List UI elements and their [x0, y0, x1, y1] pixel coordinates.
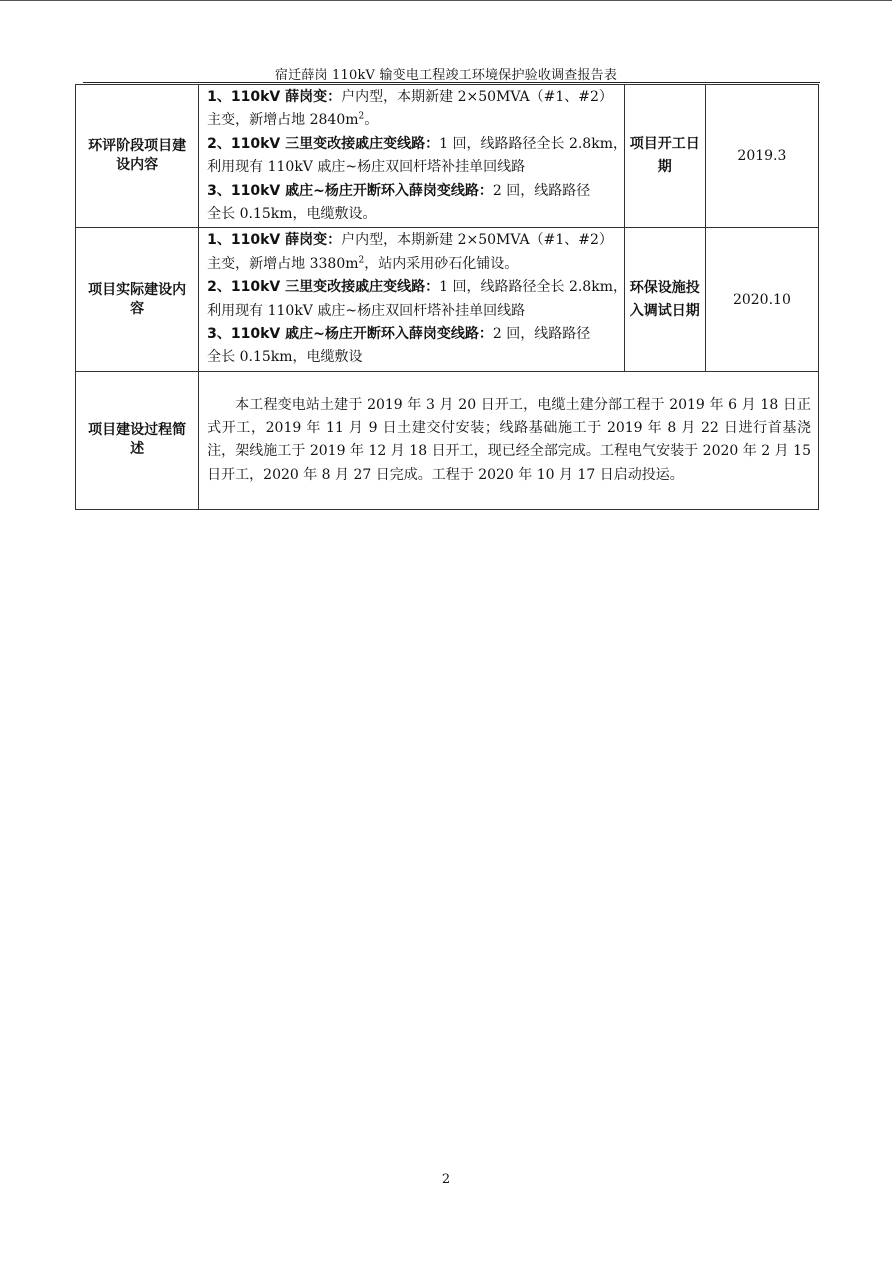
content-line: [207, 229, 617, 252]
item-text: 主变，新增占地 3380m: [207, 255, 359, 272]
item-title: 3、110kV 戚庄~杨庄开断环入薛岗变线路：: [207, 182, 493, 199]
item-text: 全长 0.15km，电缆敷设。: [207, 206, 377, 223]
process-summary-cell: [199, 371, 819, 509]
item-title: 2、110kV 三里变改接戚庄变线路：: [207, 135, 440, 152]
item-text: 户内型，本期新建 2×50MVA（#1、#2）: [341, 232, 613, 249]
date-label-start: 项目开工日期: [624, 85, 705, 228]
row-label-eia-content: 环评阶段项目建设内容: [76, 85, 199, 228]
content-line: [207, 253, 617, 276]
header-rule: [83, 82, 820, 83]
actual-content-cell: [199, 228, 625, 371]
content-line: [207, 300, 617, 323]
item-title: 3、110kV 戚庄~杨庄开断环入薛岗变线路：: [207, 326, 493, 343]
content-line: [207, 156, 617, 179]
content-line: [207, 203, 617, 226]
date-label-commissioning: 环保设施投入调试日期: [624, 228, 705, 371]
date-value-start: 2019.3: [705, 85, 818, 228]
item-text: 2 回，线路路径: [492, 326, 591, 343]
date-value-commissioning: 2020.10: [705, 228, 818, 371]
superscript: 2: [358, 255, 365, 266]
item-text: 主变，新增占地 2840m: [207, 112, 359, 129]
content-line: [207, 346, 617, 369]
item-text: 利用现有 110kV 戚庄~杨庄双回杆塔补挂单回线路: [207, 159, 526, 176]
item-text: 。: [364, 112, 379, 129]
content-line: [207, 109, 617, 132]
item-title: 1、110kV 薛岗变：: [207, 89, 342, 105]
item-text: 1 回，线路路径全长 2.8km，: [439, 135, 627, 152]
table-row-actual-content: [76, 228, 819, 371]
content-line: [207, 133, 627, 156]
table-row-eia-content: [76, 85, 819, 228]
item-text: 2 回，线路路径: [492, 182, 591, 199]
running-header-title: 宿迁薛岗 110kV 输变电工程竣工环境保护验收调查报告表: [274, 68, 618, 83]
content-line: [207, 180, 617, 203]
page-top-border: [0, 0, 892, 1]
process-summary-text: 本工程变电站土建于 2019 年 3 月 20 日开工，电缆土建分部工程于 2019 年 6 月 18 日正式开工，2019 年 11 月 9 日土建交付安装；线路基础施工于 2019 年 8 月 22 日进行首基浇注，架线施工于 2019 年 12 月 18 日开工，现已经全部完成。工程电气安装于 2020 年 2 月 15 日开工，2020 年 8 月 27 日完成。工程于 2020 年 10 月 17 日启动投运。: [207, 396, 811, 483]
content-line: [207, 323, 617, 346]
table-row-process: [76, 371, 819, 509]
superscript: 2: [358, 111, 365, 122]
item-title: 2、110kV 三里变改接戚庄变线路：: [207, 279, 440, 296]
eia-content-cell: [199, 85, 625, 228]
item-text: ，站内采用砂石化铺设。: [364, 255, 519, 272]
item-text: 1 回，线路路径全长 2.8km，: [439, 279, 627, 296]
row-label-process: 项目建设过程简述: [76, 371, 199, 509]
report-table: [75, 84, 819, 510]
item-title: 1、110kV 薛岗变：: [207, 232, 342, 249]
item-text: 全长 0.15km，电缆敷设: [207, 349, 363, 366]
page-number: 2: [441, 1172, 451, 1187]
content-line: [207, 86, 617, 109]
content-line: [207, 276, 627, 299]
item-text: 户内型，本期新建 2×50MVA（#1、#2）: [341, 89, 613, 105]
item-text: 利用现有 110kV 戚庄~杨庄双回杆塔补挂单回线路: [207, 302, 526, 319]
row-label-actual-content: 项目实际建设内容: [76, 228, 199, 371]
